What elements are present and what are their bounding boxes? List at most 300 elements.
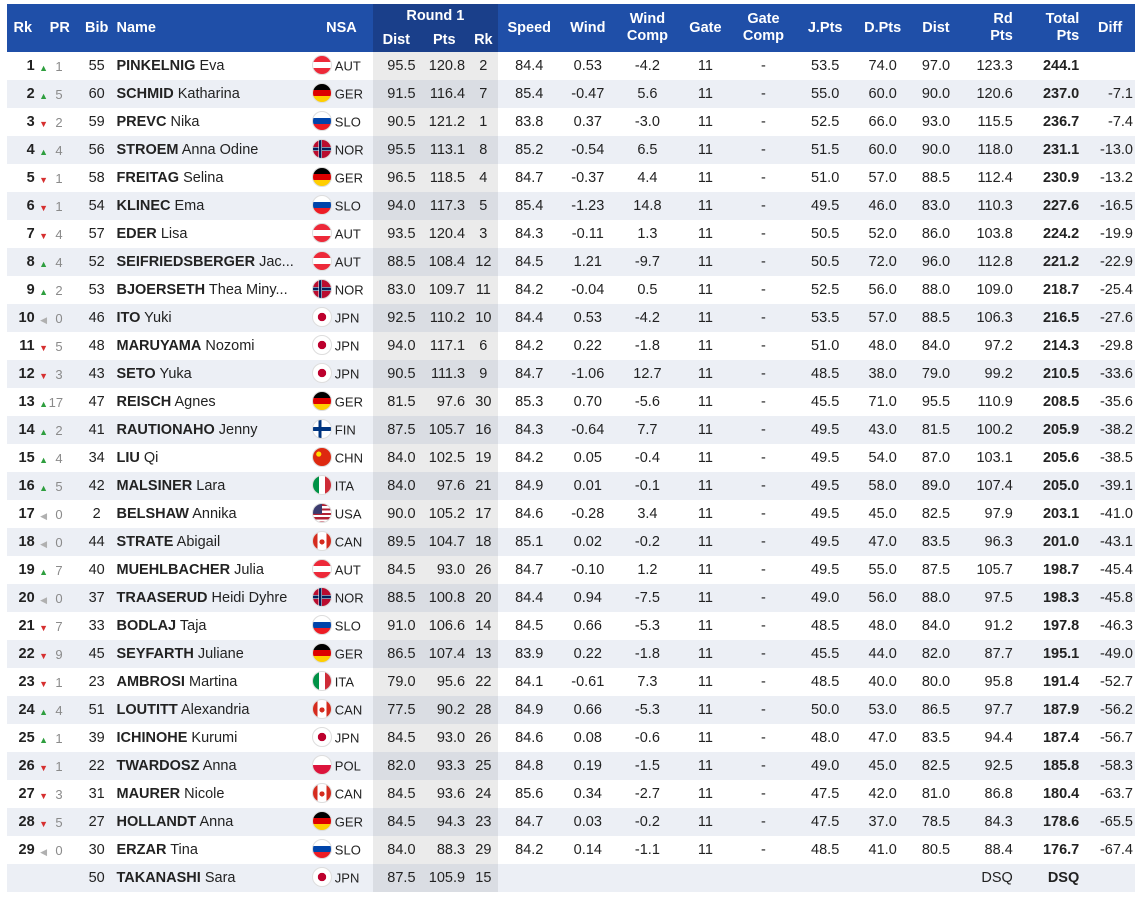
table-row[interactable] xyxy=(7,556,1135,584)
rank-cell: 14 xyxy=(7,416,39,444)
previous-rank-cell xyxy=(39,248,81,276)
previous-rank-change: 5 xyxy=(55,86,63,102)
round1-dist: 89.5 xyxy=(373,528,419,556)
dist-cell: 78.5 xyxy=(911,808,961,836)
athlete-name[interactable] xyxy=(112,612,309,640)
nsa-code: CHN xyxy=(334,450,363,466)
header-name[interactable]: Name xyxy=(112,4,309,52)
table-row[interactable] xyxy=(7,192,1135,220)
rank-up-icon: ▲ xyxy=(39,482,49,493)
round1-pts: 102.5 xyxy=(420,444,470,472)
dpts-cell: 55.0 xyxy=(854,556,911,584)
round1-pts: 120.4 xyxy=(420,220,470,248)
gate-cell: 11 xyxy=(680,472,731,500)
header-speed[interactable]: Speed xyxy=(498,4,561,52)
round1-pts: 117.1 xyxy=(420,332,470,360)
round1-rank: 28 xyxy=(469,696,498,724)
round1-rank: 1 xyxy=(469,108,498,136)
table-row[interactable] xyxy=(7,108,1135,136)
previous-rank-cell xyxy=(39,780,81,808)
bib-cell: 31 xyxy=(81,780,113,808)
dpts-cell: 72.0 xyxy=(854,248,911,276)
slo-flag-icon xyxy=(312,839,332,859)
wind-comp-cell: -1.1 xyxy=(615,836,680,864)
speed-cell: 85.6 xyxy=(498,780,561,808)
diff-cell: -38.5 xyxy=(1085,444,1135,472)
nor-flag-icon xyxy=(312,279,332,299)
bib-cell: 37 xyxy=(81,584,113,612)
speed-cell: 85.1 xyxy=(498,528,561,556)
wind-cell: -0.54 xyxy=(561,136,615,164)
diff-cell: -52.7 xyxy=(1085,668,1135,696)
table-row[interactable] xyxy=(7,444,1135,472)
rank-up-icon: ▲ xyxy=(39,706,49,717)
header-diff[interactable]: Diff xyxy=(1085,4,1135,52)
athlete-last-name: PINKELNIG xyxy=(116,58,196,74)
gate-comp-cell: - xyxy=(731,724,796,752)
dpts-cell: 74.0 xyxy=(854,52,911,80)
header-wind[interactable]: Wind xyxy=(561,4,615,52)
rank-cell: 23 xyxy=(7,668,39,696)
speed-cell: 84.3 xyxy=(498,416,561,444)
speed-cell: 84.2 xyxy=(498,836,561,864)
previous-rank-cell xyxy=(39,416,81,444)
header-nsa[interactable]: NSA xyxy=(310,4,373,52)
rank-same-icon: ◀ xyxy=(40,510,48,521)
round1-dist: 91.0 xyxy=(373,612,419,640)
round1-pts: 120.8 xyxy=(420,52,470,80)
table-row[interactable] xyxy=(7,864,1135,892)
round1-rank: 16 xyxy=(469,416,498,444)
table-row[interactable] xyxy=(7,836,1135,864)
athlete-name[interactable] xyxy=(112,52,309,80)
athlete-name[interactable] xyxy=(112,416,309,444)
jpts-cell: 49.5 xyxy=(796,528,854,556)
gate-comp-cell: - xyxy=(731,612,796,640)
rank-same-icon: ◀ xyxy=(40,538,48,549)
previous-rank-change: 5 xyxy=(55,478,63,494)
aut-flag-icon xyxy=(312,559,332,579)
previous-rank-change: 4 xyxy=(55,226,63,242)
table-row[interactable] xyxy=(7,220,1135,248)
ger-flag-icon xyxy=(312,167,332,187)
athlete-name[interactable] xyxy=(112,696,309,724)
previous-rank-cell xyxy=(39,52,81,80)
previous-rank-cell xyxy=(39,332,81,360)
athlete-name[interactable] xyxy=(112,864,309,892)
athlete-first-name: Taja xyxy=(179,618,207,634)
previous-rank-cell xyxy=(39,472,81,500)
previous-rank-cell xyxy=(39,724,81,752)
nsa-code: GER xyxy=(334,86,363,102)
rank-cell: 2 xyxy=(7,80,39,108)
dpts-cell: 46.0 xyxy=(854,192,911,220)
athlete-name[interactable] xyxy=(112,276,309,304)
nsa-code: JPN xyxy=(334,730,360,746)
round1-dist: 87.5 xyxy=(373,864,419,892)
ger-flag-icon xyxy=(312,811,332,831)
bib-cell: 27 xyxy=(81,808,113,836)
round-pts-cell: DSQ xyxy=(961,864,1019,892)
bib-cell: 41 xyxy=(81,416,113,444)
wind-cell: -0.10 xyxy=(561,556,615,584)
dpts-cell: 45.0 xyxy=(854,500,911,528)
dpts-cell: 56.0 xyxy=(854,584,911,612)
total-pts-cell: 205.0 xyxy=(1019,472,1085,500)
rank-down-icon: ▼ xyxy=(39,342,49,353)
round1-pts: 90.2 xyxy=(420,696,470,724)
nsa-cell xyxy=(310,192,373,220)
athlete-last-name: SCHMID xyxy=(116,86,174,102)
athlete-first-name: Anna xyxy=(199,814,234,830)
wind-cell: 0.53 xyxy=(561,304,615,332)
table-row[interactable] xyxy=(7,276,1135,304)
diff-cell: -56.7 xyxy=(1085,724,1135,752)
wind-cell: 0.19 xyxy=(561,752,615,780)
table-row[interactable] xyxy=(7,584,1135,612)
gate-cell: 11 xyxy=(680,248,731,276)
previous-rank-cell xyxy=(39,136,81,164)
table-row[interactable] xyxy=(7,388,1135,416)
round1-pts: 107.4 xyxy=(420,640,470,668)
diff-cell: -38.2 xyxy=(1085,416,1135,444)
dpts-cell: 43.0 xyxy=(854,416,911,444)
wind-comp-cell: -0.4 xyxy=(615,444,680,472)
round1-pts: 93.0 xyxy=(420,724,470,752)
diff-cell: -13.2 xyxy=(1085,164,1135,192)
rank-cell: 19 xyxy=(7,556,39,584)
rank-up-icon: ▲ xyxy=(39,398,49,409)
previous-rank-change: 2 xyxy=(55,282,63,298)
round-pts-cell: 96.3 xyxy=(961,528,1019,556)
table-row[interactable] xyxy=(7,136,1135,164)
wind-comp-cell: -0.2 xyxy=(615,808,680,836)
previous-rank-cell xyxy=(39,164,81,192)
athlete-first-name: Ema xyxy=(174,198,205,214)
athlete-last-name: BJOERSETH xyxy=(116,282,206,298)
round1-pts: 93.6 xyxy=(420,780,470,808)
gate-comp-cell: - xyxy=(731,52,796,80)
gate-comp-cell: - xyxy=(731,304,796,332)
table-row[interactable] xyxy=(7,500,1135,528)
round1-rank: 17 xyxy=(469,500,498,528)
round1-pts: 110.2 xyxy=(420,304,470,332)
header-gate[interactable]: Gate xyxy=(680,4,731,52)
round1-dist: 92.5 xyxy=(373,304,419,332)
athlete-name[interactable] xyxy=(112,192,309,220)
athlete-first-name: Tina xyxy=(170,842,198,858)
dist-cell: 82.0 xyxy=(911,640,961,668)
round-pts-cell: 109.0 xyxy=(961,276,1019,304)
diff-cell: -43.1 xyxy=(1085,528,1135,556)
rank-cell: 16 xyxy=(7,472,39,500)
rank-cell: 20 xyxy=(7,584,39,612)
round1-pts: 116.4 xyxy=(420,80,470,108)
ita-flag-icon xyxy=(312,671,332,691)
header-jpts[interactable]: J.Pts xyxy=(796,4,854,52)
athlete-name[interactable] xyxy=(112,808,309,836)
athlete-last-name: ICHINOHE xyxy=(116,730,188,746)
wind-cell: 0.53 xyxy=(561,52,615,80)
total-pts-cell: 221.2 xyxy=(1019,248,1085,276)
speed-cell: 84.5 xyxy=(498,612,561,640)
athlete-name[interactable] xyxy=(112,836,309,864)
nsa-cell xyxy=(310,220,373,248)
dist-cell: 88.5 xyxy=(911,304,961,332)
table-row[interactable] xyxy=(7,332,1135,360)
athlete-name[interactable] xyxy=(112,220,309,248)
athlete-name[interactable] xyxy=(112,136,309,164)
athlete-name[interactable] xyxy=(112,780,309,808)
table-row[interactable] xyxy=(7,304,1135,332)
previous-rank-change: 5 xyxy=(55,814,63,830)
nsa-cell xyxy=(310,332,373,360)
round-pts-cell: 112.4 xyxy=(961,164,1019,192)
wind-comp-cell: -1.5 xyxy=(615,752,680,780)
wind-cell: -0.47 xyxy=(561,80,615,108)
athlete-first-name: Lara xyxy=(196,478,226,494)
dpts-cell: 38.0 xyxy=(854,360,911,388)
athlete-name[interactable] xyxy=(112,752,309,780)
table-row[interactable] xyxy=(7,724,1135,752)
aut-flag-icon xyxy=(312,55,332,75)
wind-cell: 0.02 xyxy=(561,528,615,556)
diff-cell: -16.5 xyxy=(1085,192,1135,220)
athlete-first-name: Lisa xyxy=(160,226,188,242)
round1-rank: 10 xyxy=(469,304,498,332)
wind-comp-cell: -7.5 xyxy=(615,584,680,612)
diff-cell: -25.4 xyxy=(1085,276,1135,304)
table-row[interactable] xyxy=(7,52,1135,80)
table-row[interactable] xyxy=(7,164,1135,192)
header-gate-comp-line2: Comp xyxy=(742,28,784,44)
round1-dist: 83.0 xyxy=(373,276,419,304)
nsa-cell xyxy=(310,668,373,696)
round-pts-cell: 100.2 xyxy=(961,416,1019,444)
round1-dist: 88.5 xyxy=(373,584,419,612)
round1-rank: 30 xyxy=(469,388,498,416)
table-row[interactable] xyxy=(7,780,1135,808)
total-pts-cell: 185.8 xyxy=(1019,752,1085,780)
table-row[interactable] xyxy=(7,808,1135,836)
athlete-first-name: Alexandria xyxy=(180,702,250,718)
previous-rank-change: 9 xyxy=(55,646,63,662)
header-pr[interactable]: PR xyxy=(39,4,81,52)
athlete-last-name: MUEHLBACHER xyxy=(116,562,231,578)
dist-cell: 83.0 xyxy=(911,192,961,220)
speed-cell: 85.4 xyxy=(498,80,561,108)
rank-cell: 29 xyxy=(7,836,39,864)
athlete-name[interactable] xyxy=(112,668,309,696)
wind-cell: 1.21 xyxy=(561,248,615,276)
gate-cell: 11 xyxy=(680,136,731,164)
dpts-cell: 47.0 xyxy=(854,528,911,556)
athlete-name[interactable] xyxy=(112,472,309,500)
rank-cell: 1 xyxy=(7,52,39,80)
header-round-pts[interactable]: Pts xyxy=(420,28,470,52)
table-row[interactable] xyxy=(7,528,1135,556)
table-row[interactable] xyxy=(7,248,1135,276)
wind-comp-cell: 0.5 xyxy=(615,276,680,304)
rank-cell: 22 xyxy=(7,640,39,668)
bib-cell: 55 xyxy=(81,52,113,80)
header-dpts[interactable]: D.Pts xyxy=(854,4,911,52)
gate-comp-cell: - xyxy=(731,556,796,584)
header-total-pts[interactable] xyxy=(1019,4,1085,52)
table-row[interactable] xyxy=(7,668,1135,696)
diff-cell: -39.1 xyxy=(1085,472,1135,500)
jpts-cell: 48.5 xyxy=(796,836,854,864)
header-dist[interactable]: Dist xyxy=(911,4,961,52)
table-row[interactable] xyxy=(7,472,1135,500)
athlete-name[interactable] xyxy=(112,500,309,528)
rank-cell: 17 xyxy=(7,500,39,528)
dist-cell: 82.5 xyxy=(911,500,961,528)
athlete-name[interactable] xyxy=(112,640,309,668)
previous-rank-change: 1 xyxy=(55,198,63,214)
gate-cell: 11 xyxy=(680,220,731,248)
wind-cell: 0.37 xyxy=(561,108,615,136)
athlete-first-name: Kurumi xyxy=(191,730,238,746)
round1-rank: 21 xyxy=(469,472,498,500)
total-pts-cell: 187.4 xyxy=(1019,724,1085,752)
round1-dist: 84.5 xyxy=(373,556,419,584)
athlete-name[interactable] xyxy=(112,108,309,136)
athlete-name[interactable] xyxy=(112,724,309,752)
total-pts-cell: 205.6 xyxy=(1019,444,1085,472)
nsa-cell xyxy=(310,276,373,304)
athlete-name[interactable] xyxy=(112,584,309,612)
gate-comp-cell: - xyxy=(731,500,796,528)
athlete-name[interactable] xyxy=(112,164,309,192)
athlete-last-name: RAUTIONAHO xyxy=(116,422,215,438)
athlete-name[interactable] xyxy=(112,528,309,556)
table-row[interactable] xyxy=(7,640,1135,668)
wind-cell: -1.23 xyxy=(561,192,615,220)
round1-rank: 15 xyxy=(469,864,498,892)
jpn-flag-icon xyxy=(312,307,332,327)
round-pts-cell: 112.8 xyxy=(961,248,1019,276)
diff-cell: -29.8 xyxy=(1085,332,1135,360)
dpts-cell: 57.0 xyxy=(854,164,911,192)
diff-cell: -41.0 xyxy=(1085,500,1135,528)
header-rd-pts[interactable] xyxy=(961,4,1019,52)
athlete-name[interactable] xyxy=(112,444,309,472)
nsa-cell xyxy=(310,752,373,780)
total-pts-cell: 218.7 xyxy=(1019,276,1085,304)
header-total-pts-line1: Total xyxy=(1045,11,1080,27)
table-row[interactable] xyxy=(7,360,1135,388)
round1-rank: 5 xyxy=(469,192,498,220)
round1-rank: 25 xyxy=(469,752,498,780)
round-pts-cell: 123.3 xyxy=(961,52,1019,80)
athlete-name[interactable] xyxy=(112,388,309,416)
dpts-cell: 52.0 xyxy=(854,220,911,248)
header-round-rk[interactable]: Rk xyxy=(469,28,498,52)
athlete-name[interactable] xyxy=(112,248,309,276)
athlete-name[interactable] xyxy=(112,332,309,360)
athlete-name[interactable] xyxy=(112,360,309,388)
header-gate-comp[interactable] xyxy=(731,4,796,52)
table-row[interactable] xyxy=(7,80,1135,108)
previous-rank-change: 1 xyxy=(55,758,63,774)
diff-cell: -58.3 xyxy=(1085,752,1135,780)
athlete-last-name: HOLLANDT xyxy=(116,814,197,830)
wind-comp-cell: 14.8 xyxy=(615,192,680,220)
gate-comp-cell: - xyxy=(731,780,796,808)
athlete-first-name: Annika xyxy=(192,506,237,522)
jpts-cell: 52.5 xyxy=(796,276,854,304)
rank-down-icon: ▼ xyxy=(39,174,49,185)
header-round-dist[interactable]: Dist xyxy=(373,28,419,52)
fin-flag-icon xyxy=(312,419,332,439)
wind-cell: 0.22 xyxy=(561,332,615,360)
bib-cell: 23 xyxy=(81,668,113,696)
diff-cell: -27.6 xyxy=(1085,304,1135,332)
nsa-cell xyxy=(310,416,373,444)
round1-rank: 24 xyxy=(469,780,498,808)
bib-cell: 2 xyxy=(81,500,113,528)
jpts-cell: 51.0 xyxy=(796,332,854,360)
round1-pts: 88.3 xyxy=(420,836,470,864)
jpts-cell: 45.5 xyxy=(796,640,854,668)
gate-comp-cell: - xyxy=(731,640,796,668)
athlete-first-name: Eva xyxy=(199,58,225,74)
bib-cell: 58 xyxy=(81,164,113,192)
previous-rank-change: 17 xyxy=(48,394,64,410)
jpts-cell: 49.0 xyxy=(796,584,854,612)
athlete-first-name: Julia xyxy=(234,562,264,578)
wind-comp-cell: -5.3 xyxy=(615,612,680,640)
wind-comp-cell: 3.4 xyxy=(615,500,680,528)
header-wind-comp[interactable] xyxy=(615,4,680,52)
previous-rank-cell xyxy=(39,668,81,696)
dpts-cell: 41.0 xyxy=(854,836,911,864)
rank-same-icon: ◀ xyxy=(40,846,48,857)
gate-cell: 11 xyxy=(680,584,731,612)
speed-cell: 84.2 xyxy=(498,276,561,304)
nsa-code: ITA xyxy=(334,674,355,690)
wind-comp-cell: -0.2 xyxy=(615,528,680,556)
dpts-cell: 56.0 xyxy=(854,276,911,304)
header-rk[interactable]: Rk xyxy=(7,4,39,52)
previous-rank-cell xyxy=(39,80,81,108)
speed-cell: 83.9 xyxy=(498,640,561,668)
round1-pts: 118.5 xyxy=(420,164,470,192)
header-bib[interactable]: Bib xyxy=(81,4,113,52)
athlete-name[interactable] xyxy=(112,80,309,108)
athlete-name[interactable] xyxy=(112,556,309,584)
total-pts-cell: 178.6 xyxy=(1019,808,1085,836)
bib-cell: 60 xyxy=(81,80,113,108)
dist-cell: 80.5 xyxy=(911,836,961,864)
diff-cell: -45.4 xyxy=(1085,556,1135,584)
nsa-code: GER xyxy=(334,646,363,662)
bib-cell: 56 xyxy=(81,136,113,164)
athlete-name[interactable] xyxy=(112,304,309,332)
total-pts-cell: 244.1 xyxy=(1019,52,1085,80)
round1-dist: 84.0 xyxy=(373,472,419,500)
gate-cell: 11 xyxy=(680,108,731,136)
athlete-first-name: Thea Miny... xyxy=(208,282,288,298)
round-pts-cell: 97.9 xyxy=(961,500,1019,528)
can-flag-icon xyxy=(312,531,332,551)
table-row[interactable] xyxy=(7,696,1135,724)
table-row[interactable] xyxy=(7,752,1135,780)
dpts-cell: 37.0 xyxy=(854,808,911,836)
table-row[interactable] xyxy=(7,612,1135,640)
table-row[interactable] xyxy=(7,416,1135,444)
